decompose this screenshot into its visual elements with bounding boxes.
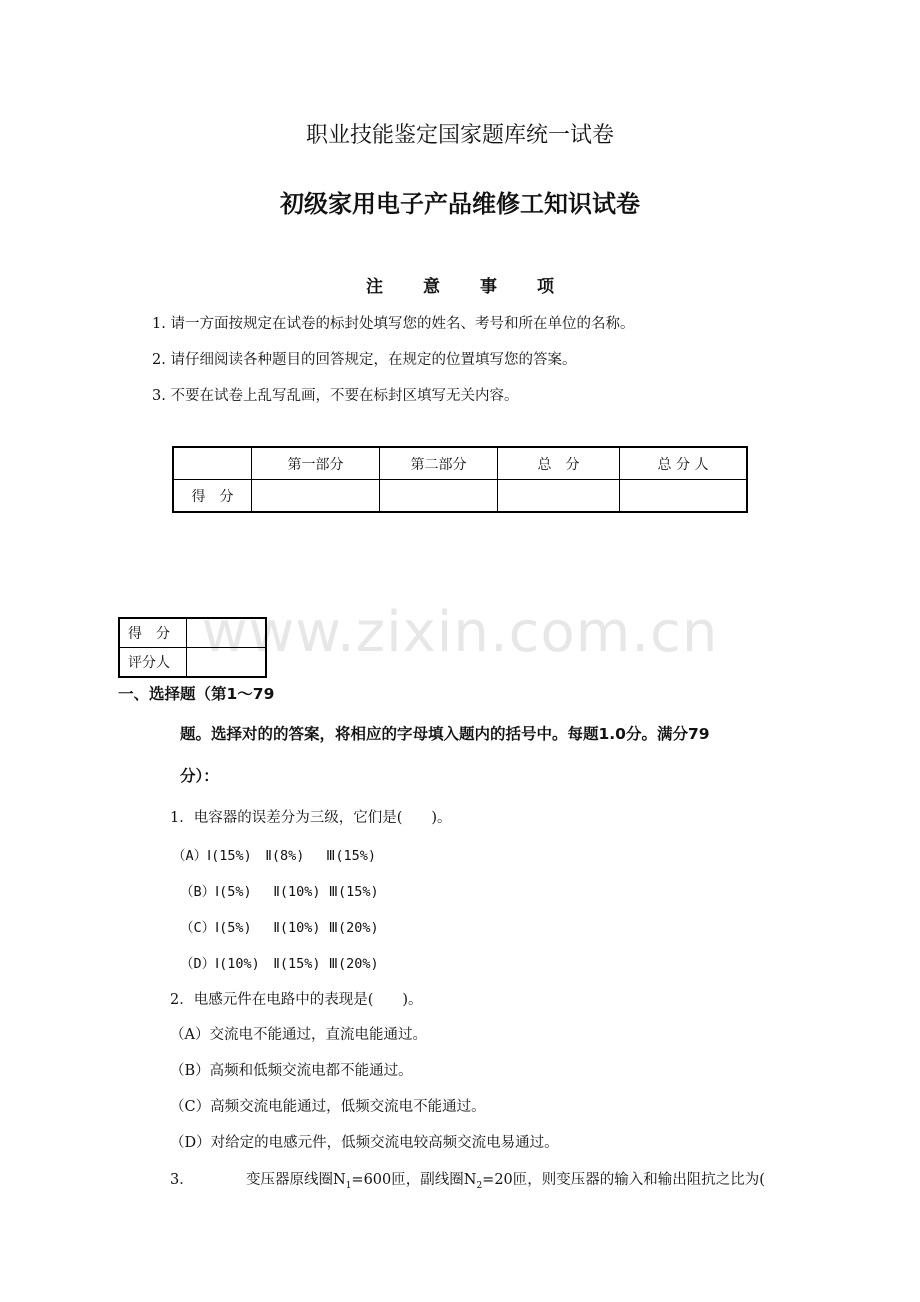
notice-item-3: 3. 不要在试卷上乱写乱画，不要在标封区填写无关内容。: [152, 388, 519, 404]
notice-item-1: 1. 请一方面按规定在试卷的标封处填写您的姓名、考号和所在单位的名称。: [152, 316, 635, 332]
score-cell-part1[interactable]: [252, 480, 380, 513]
score-header-total: 总 分: [498, 447, 620, 480]
score-cell-grader[interactable]: [620, 480, 748, 513]
notice-item-2: 2. 请仔细阅读各种题目的回答规定，在规定的位置填写您的答案。: [152, 352, 577, 368]
question-2-option-a: （A）交流电不能通过，直流电能通过。: [170, 1027, 427, 1043]
question-2-option-b: （B）高频和低频交流电都不能通过。: [170, 1063, 413, 1079]
score-header-part1: 第一部分: [252, 447, 380, 480]
question-3-stem-part-a: 变压器原线圈N: [246, 1172, 346, 1188]
section1-heading: 一、选择题（第1～79: [118, 685, 275, 703]
grader-table: [118, 617, 267, 678]
score-table: [172, 446, 748, 513]
score-header-part2: 第二部分: [380, 447, 498, 480]
question-1-option-d: （D）Ⅰ(10%) Ⅱ(15%) Ⅲ(20%): [180, 956, 379, 972]
question-1-stem: 1．电容器的误差分为三级，它们是( )。: [170, 810, 452, 826]
exam-title: 初级家用电子产品维修工知识试卷: [280, 190, 640, 218]
grader-name-cell[interactable]: [187, 648, 267, 678]
score-table-header-row: [173, 447, 747, 480]
score-table-corner: [173, 447, 252, 480]
watermark: www.zixin.com.cn: [201, 600, 719, 665]
question-1-option-a: （A）Ⅰ(15%) Ⅱ(8%) Ⅲ(15%): [172, 848, 376, 864]
question-3-stem-part-c: =20匝，则变压器的输入和输出阻抗之比为(: [482, 1172, 765, 1188]
score-cell-part2[interactable]: [380, 480, 498, 513]
question-3-number: 3．: [170, 1172, 194, 1188]
question-3-sub-2: 2: [476, 1180, 483, 1191]
exam-subtitle: 职业技能鉴定国家题库统一试卷: [305, 123, 614, 148]
notice-title: 注意事项: [366, 277, 594, 297]
question-2-option-d: （D）对给定的电感元件，低频交流电较高频交流电易通过。: [170, 1135, 559, 1151]
score-table-score-row: [173, 480, 747, 513]
grader-name-label: 评分人: [119, 648, 187, 678]
section1-instructions-end: 分）：: [180, 767, 219, 785]
question-3-stem-part-b: =600匝，副线圈N: [351, 1172, 477, 1188]
score-row-label: 得 分: [173, 480, 252, 513]
question-1-option-c: （C）Ⅰ(5%) Ⅱ(10%) Ⅲ(20%): [180, 920, 379, 936]
score-header-grader: 总 分 人: [620, 447, 748, 480]
question-2-option-c: （C）高频交流电能通过，低频交流电不能通过。: [170, 1099, 486, 1115]
grader-score-row: [119, 618, 266, 648]
question-1-option-b: （B）Ⅰ(5%) Ⅱ(10%) Ⅲ(15%): [180, 884, 379, 900]
grader-score-cell[interactable]: [187, 618, 267, 648]
question-3-sub-1: 1: [345, 1180, 352, 1191]
section1-instructions: 题。选择对的的答案，将相应的字母填入题内的括号中。每题1.0分。满分79: [180, 725, 710, 743]
grader-score-label: 得 分: [119, 618, 187, 648]
score-cell-total[interactable]: [498, 480, 620, 513]
question-3-stem: [246, 1168, 765, 1191]
question-2-stem: 2．电感元件在电路中的表现是( )。: [170, 992, 423, 1008]
grader-name-row: [119, 648, 266, 678]
